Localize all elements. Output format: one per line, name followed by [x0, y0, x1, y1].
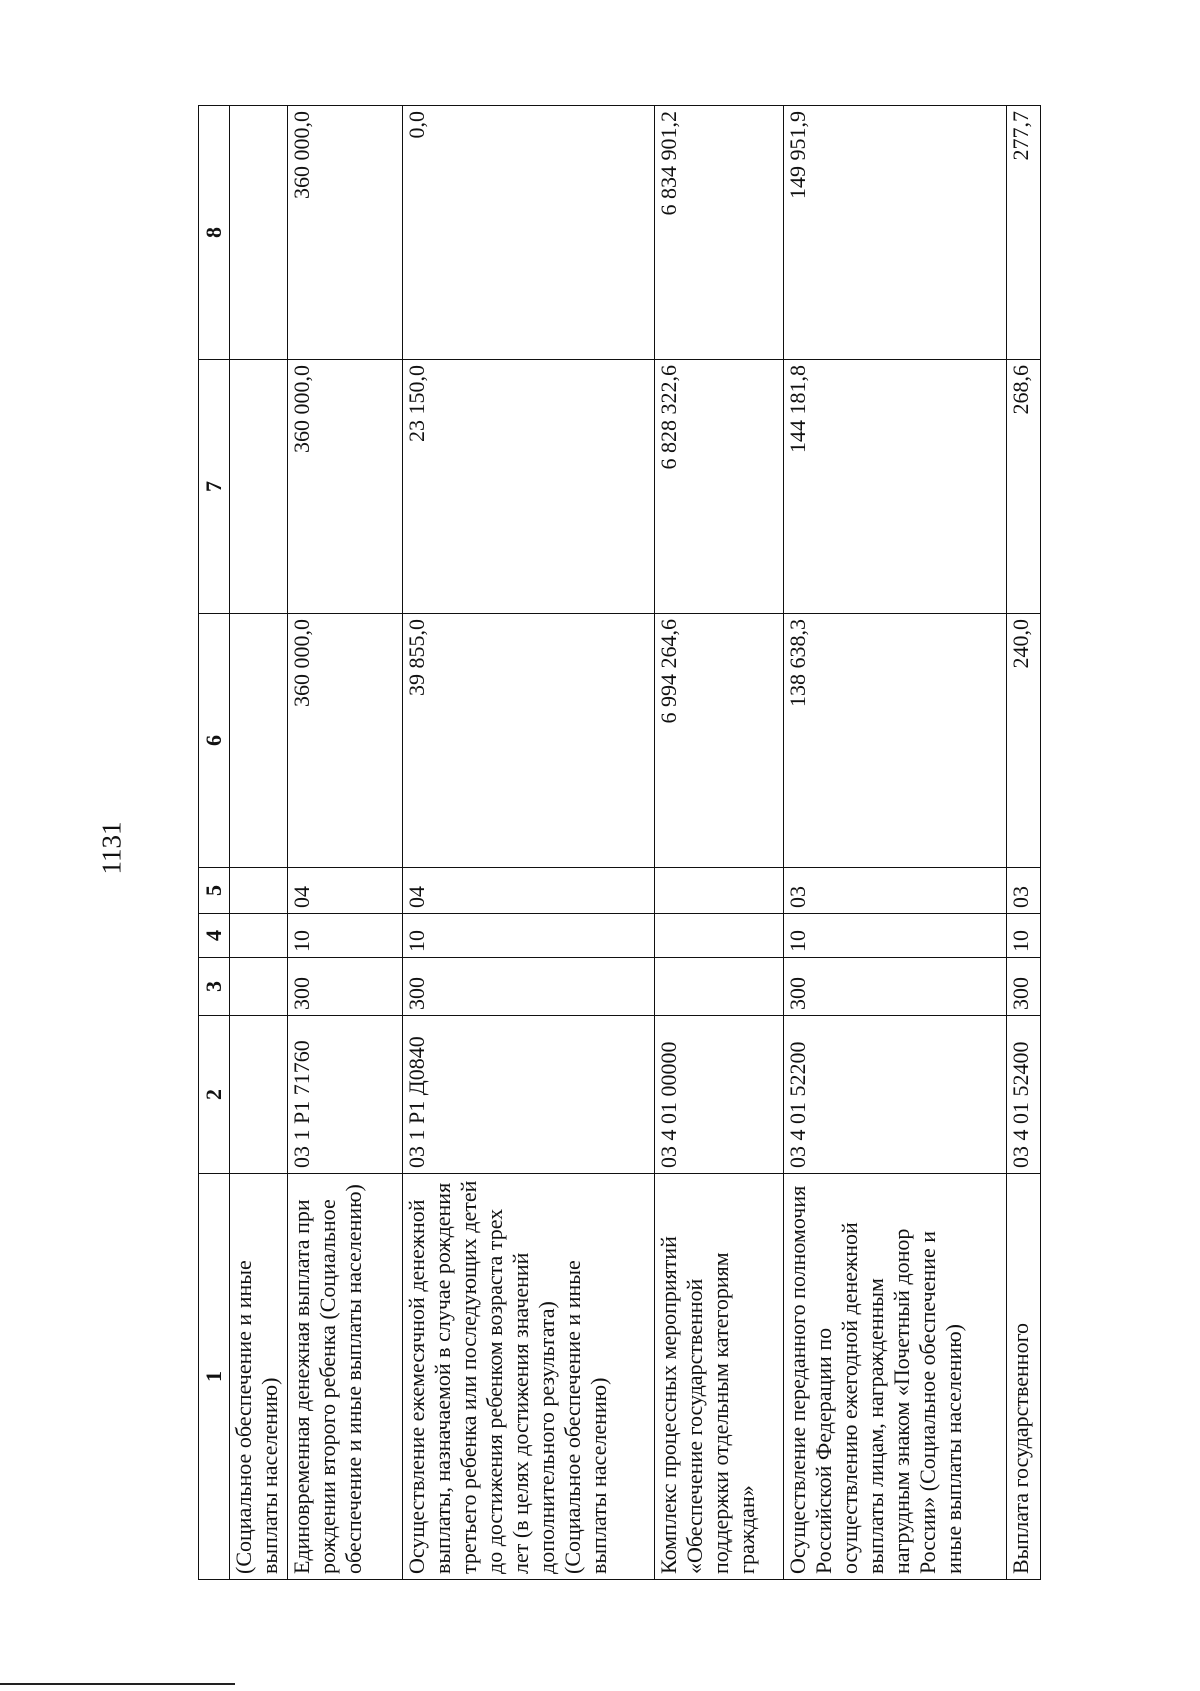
header-cell-3: 3 — [199, 958, 230, 1016]
row-expense-type — [229, 958, 287, 1016]
header-cell-7: 7 — [199, 360, 230, 614]
table-row — [654, 106, 783, 1580]
row-name: Единовременная денежная выплата при рождении второго ребенка (Социальное обеспечение и иные выплаты населению) — [288, 1174, 403, 1580]
row-amount-col6 — [229, 614, 287, 868]
row-amount-col8: 6 834 901,2 — [654, 106, 783, 360]
row-amount-col8 — [229, 106, 287, 360]
row-expense-type — [654, 958, 783, 1016]
row-target-code: 03 4 01 52400 — [1007, 1016, 1041, 1174]
row-name: Осуществление переданного полномочия Российской Федерации по осуществлению ежегодной денежной выплаты лицам, награжденным нагрудным знаком «Почетный донор России» (Социальное обеспечение и иные выплаты населению) — [784, 1174, 1007, 1580]
row-section — [229, 914, 287, 958]
row-name: Выплата государственного — [1007, 1174, 1041, 1580]
table-row — [229, 106, 287, 1580]
row-name: Осуществление ежемесячной денежной выплаты, назначаемой в случае рождения третьего ребенка или последующих детей до достижения ребенком возраста трех лет (в целях достижения значений дополнительного результата) (Социальное обеспечение и иные выплаты населению) — [402, 1174, 654, 1580]
row-name: Комплекс процессных мероприятий «Обеспечение государственной поддержки отдельным категориям граждан» — [654, 1174, 783, 1580]
row-amount-col7: 6 828 322,6 — [654, 360, 783, 614]
row-target-code: 03 4 01 00000 — [654, 1016, 783, 1174]
page-number: 1131 — [96, 821, 127, 875]
row-subsection: 04 — [288, 868, 403, 914]
header-cell-6: 6 — [199, 614, 230, 868]
header-cell-5: 5 — [199, 868, 230, 914]
table-row — [784, 106, 1007, 1580]
header-cell-4: 4 — [199, 914, 230, 958]
budget-table — [198, 105, 1041, 1580]
row-subsection: 03 — [784, 868, 1007, 914]
row-target-code: 03 4 01 52200 — [784, 1016, 1007, 1174]
row-amount-col7: 23 150,0 — [402, 360, 654, 614]
row-amount-col8: 0,0 — [402, 106, 654, 360]
row-expense-type: 300 — [402, 958, 654, 1016]
row-section: 10 — [1007, 914, 1041, 958]
row-amount-col7: 360 000,0 — [288, 360, 403, 614]
header-cell-1: 1 — [199, 1174, 230, 1580]
header-cell-2: 2 — [199, 1016, 230, 1174]
row-amount-col7: 144 181,8 — [784, 360, 1007, 614]
row-target-code: 03 1 P1 71760 — [288, 1016, 403, 1174]
row-expense-type: 300 — [1007, 958, 1041, 1016]
row-amount-col6: 138 638,3 — [784, 614, 1007, 868]
row-amount-col8: 277,7 — [1007, 106, 1041, 360]
header-cell-8: 8 — [199, 106, 230, 360]
footer-rule — [0, 1683, 235, 1685]
row-section — [654, 914, 783, 958]
budget-table-rotated — [198, 106, 1041, 1580]
row-subsection — [654, 868, 783, 914]
row-target-code — [229, 1016, 287, 1174]
row-amount-col6: 240,0 — [1007, 614, 1041, 868]
row-subsection: 03 — [1007, 868, 1041, 914]
row-section: 10 — [784, 914, 1007, 958]
table-row — [1007, 106, 1041, 1580]
row-section: 10 — [288, 914, 403, 958]
table-row — [402, 106, 654, 1580]
row-amount-col8: 149 951,9 — [784, 106, 1007, 360]
row-expense-type: 300 — [288, 958, 403, 1016]
row-subsection: 04 — [402, 868, 654, 914]
header-row — [199, 106, 230, 1580]
row-expense-type: 300 — [784, 958, 1007, 1016]
row-target-code: 03 1 P1 Д0840 — [402, 1016, 654, 1174]
row-name: (Социальное обеспечение и иные выплаты населению) — [229, 1174, 287, 1580]
table-row — [288, 106, 403, 1580]
row-amount-col7: 268,6 — [1007, 360, 1041, 614]
row-amount-col6: 360 000,0 — [288, 614, 403, 868]
row-section: 10 — [402, 914, 654, 958]
row-amount-col8: 360 000,0 — [288, 106, 403, 360]
row-subsection — [229, 868, 287, 914]
row-amount-col7 — [229, 360, 287, 614]
row-amount-col6: 39 855,0 — [402, 614, 654, 868]
row-amount-col6: 6 994 264,6 — [654, 614, 783, 868]
